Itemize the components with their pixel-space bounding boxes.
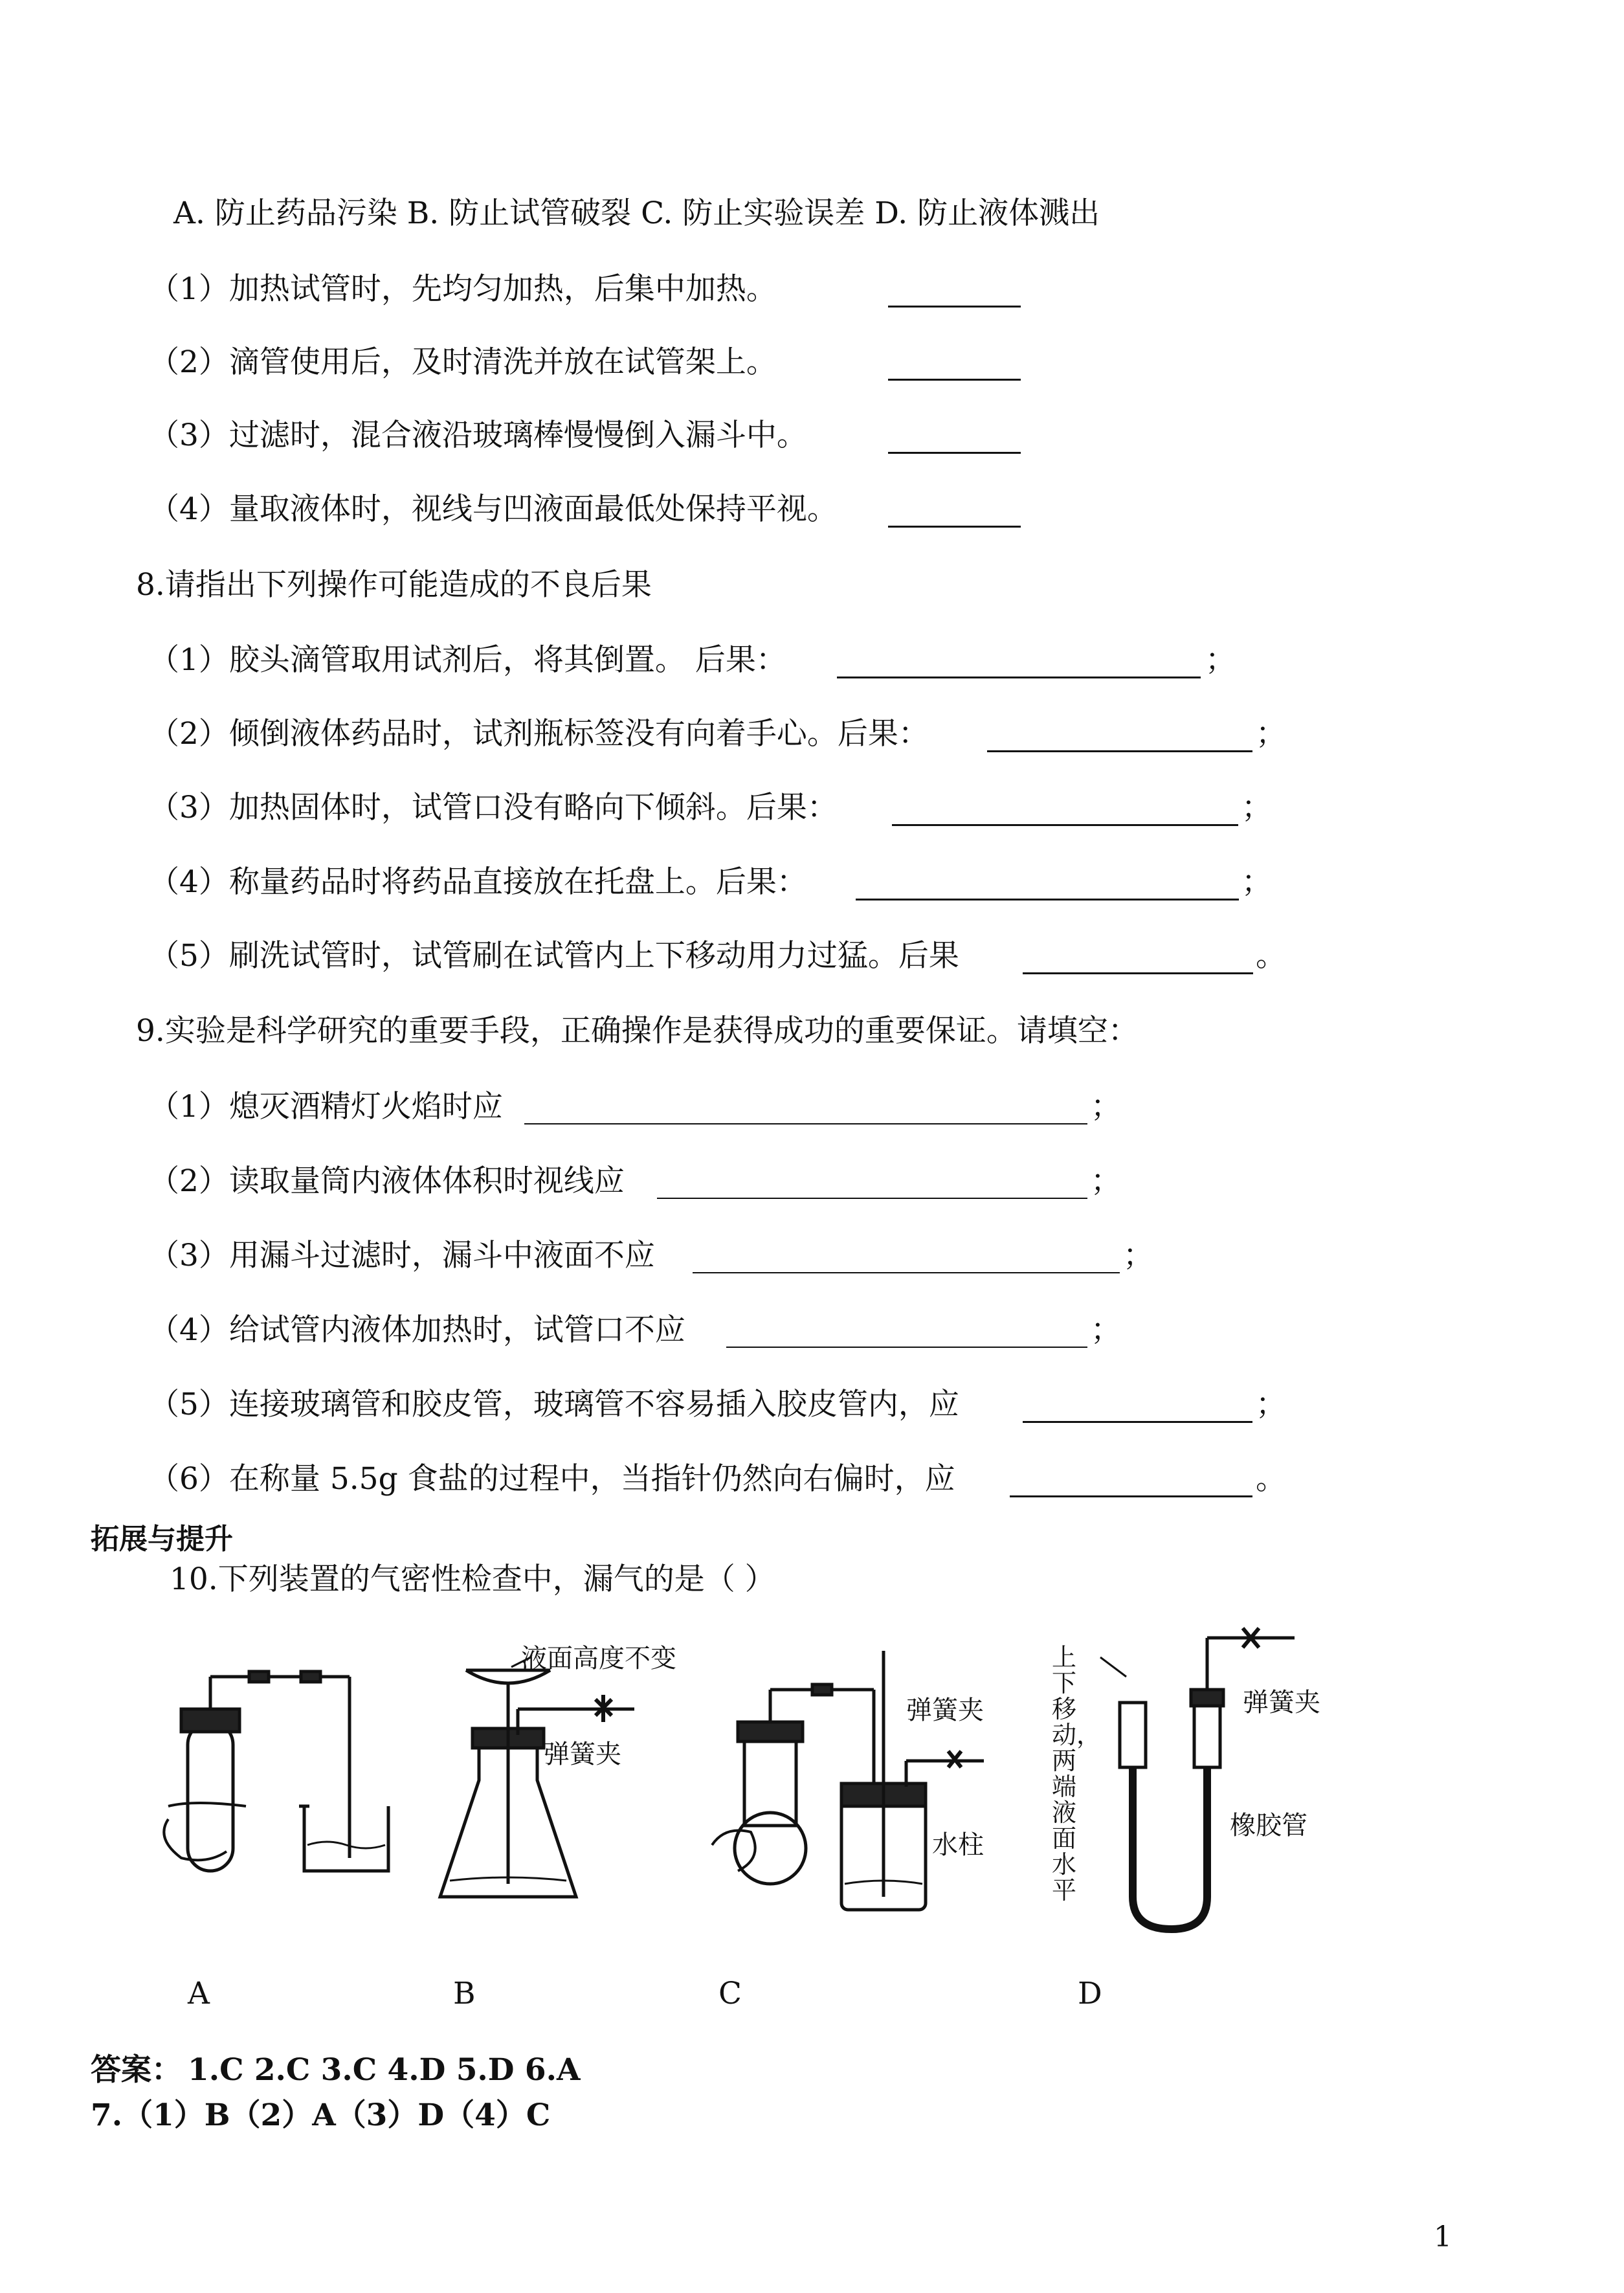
label-spring-clip-d: 弹簧夹 (1243, 1688, 1320, 1717)
q9-answer-blank-2[interactable] (657, 1198, 1087, 1199)
q9-item-5: （5）连接玻璃管和胶皮管，玻璃管不容易插入胶皮管内，应 (149, 1387, 959, 1422)
q9-item-3: （3）用漏斗过滤时，漏斗中液面不应 (149, 1238, 655, 1273)
label-spring-clip-b: 弹簧夹 (544, 1739, 621, 1769)
q9-answer-blank-1[interactable] (524, 1123, 1087, 1124)
page-number: 1 (1434, 2220, 1452, 2254)
q9-semicolon-2: ； (1091, 1163, 1121, 1199)
q9-answer-blank-6[interactable] (1010, 1495, 1252, 1497)
label-move-up-down: 上下移动，两端液面水平 (1052, 1643, 1102, 1905)
q8-semicolon-4: ； (1241, 864, 1272, 900)
q8-item-3: （3）加热固体时，试管口没有略向下倾斜。后果： (149, 790, 838, 825)
q9-answer-blank-5[interactable] (1023, 1421, 1252, 1423)
q8-answer-blank-2[interactable] (987, 750, 1252, 752)
q9-answer-blank-4[interactable] (726, 1347, 1087, 1348)
answers-line-2: 7.（1）B（2）A（3）D（4）C (91, 2097, 551, 2133)
q8-semicolon-3: ； (1241, 790, 1272, 825)
q9-period-6: 。 (1256, 1461, 1286, 1497)
q8-item-2: （2）倾倒液体药品时，试剂瓶标签没有向着手心。后果： (149, 716, 929, 752)
q8-item-5: （5）刷洗试管时，试管刷在试管内上下移动用力过猛。后果 (149, 938, 959, 974)
q7-answer-blank-3[interactable] (888, 452, 1021, 454)
label-spring-clip-c: 弹簧夹 (906, 1695, 984, 1725)
q7-answer-blank-1[interactable] (888, 306, 1021, 308)
q9-item-4: （4）给试管内液体加热时，试管口不应 (149, 1312, 685, 1348)
q8-semicolon-2: ； (1256, 716, 1286, 752)
q9-semicolon-1: ； (1091, 1089, 1121, 1124)
label-rubber-tube: 橡胶管 (1230, 1811, 1307, 1840)
q7-answer-blank-2[interactable] (888, 379, 1021, 381)
q9-semicolon-4: ； (1091, 1312, 1121, 1348)
label-level-unchanged: 液面高度不变 (521, 1644, 676, 1673)
q9-item-2: （2）读取量筒内液体体积时视线应 (149, 1163, 625, 1199)
q9-answer-blank-3[interactable] (693, 1272, 1120, 1273)
q7-item-2: （2）滴管使用后，及时清洗并放在试管架上。 (149, 344, 777, 380)
apparatus-a (164, 1672, 388, 1871)
q8-answer-blank-4[interactable] (856, 899, 1239, 900)
options-line: A. 防止药品污染 B. 防止试管破裂 C. 防止实验误差 D. 防止液体溅出 (173, 196, 1100, 231)
q9-item-1: （1）熄灭酒精灯火焰时应 (149, 1089, 503, 1124)
panel-label-d: D (1078, 1976, 1102, 2011)
q9-semicolon-5: ； (1256, 1387, 1286, 1422)
panel-label-a: A (188, 1976, 210, 2011)
q9-item-6: （6）在称量 5.5g 食盐的过程中，当指针仍然向右偏时，应 (149, 1461, 955, 1497)
q7-item-4: （4）量取液体时，视线与凹液面最低处保持平视。 (149, 491, 838, 527)
section-title: 拓展与提升 (91, 1523, 233, 1556)
q8-answer-blank-5[interactable] (1023, 972, 1253, 974)
apparatus-d (1100, 1628, 1295, 1929)
q7-item-1: （1）加热试管时，先均匀加热，后集中加热。 (149, 271, 777, 307)
q7-answer-blank-4[interactable] (888, 526, 1021, 528)
panel-label-b: B (453, 1976, 476, 2011)
q8-item-1: （1）胶头滴管取用试剂后，将其倒置。 后果： (149, 642, 786, 678)
q8-answer-blank-3[interactable] (892, 824, 1238, 826)
apparatus-b (440, 1657, 634, 1897)
answers-label: 答案： (91, 2052, 182, 2088)
answers-line-1: 1.C 2.C 3.C 4.D 5.D 6.A (188, 2052, 581, 2088)
q8-period-5: 。 (1256, 938, 1286, 974)
q8-answer-blank-1[interactable] (837, 677, 1201, 678)
q7-item-3: （3）过滤时，混合液沿玻璃棒慢慢倒入漏斗中。 (149, 418, 807, 453)
q8-item-4: （4）称量药品时将药品直接放在托盘上。后果： (149, 864, 807, 900)
q8-semicolon-1: ； (1205, 642, 1236, 678)
label-water-column: 水柱 (932, 1830, 984, 1860)
apparatus-figure (129, 1612, 1359, 1974)
panel-label-c: C (718, 1976, 742, 2011)
q10-title: 10.下列装置的气密性检查中，漏气的是（ ） (170, 1561, 775, 1597)
apparatus-c (712, 1651, 984, 1910)
q8-title: 8.请指出下列操作可能造成的不良后果 (136, 567, 652, 603)
q9-semicolon-3: ； (1123, 1238, 1153, 1273)
q9-title: 9.实验是科学研究的重要手段，正确操作是获得成功的重要保证。请填空： (136, 1013, 1139, 1049)
